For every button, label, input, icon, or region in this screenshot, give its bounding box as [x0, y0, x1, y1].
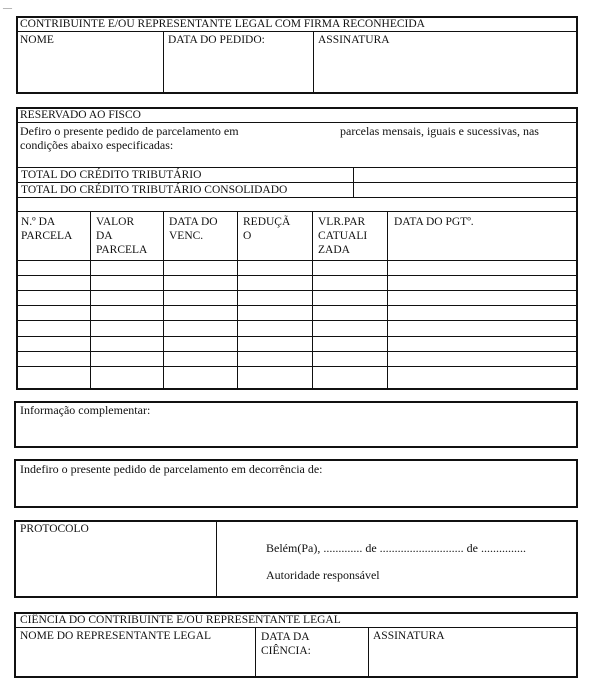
table-row — [17, 351, 577, 352]
nome-field[interactable]: NOME — [20, 34, 54, 46]
divider — [15, 627, 577, 628]
col-header-vlr-atualizada: VLR.PAR CATUALI ZADA — [318, 216, 368, 256]
divider — [313, 31, 314, 93]
table-row — [17, 260, 577, 261]
divider — [17, 211, 577, 212]
total-credito-label: TOTAL DO CRÉDITO TRIBUTÁRIO — [21, 169, 202, 181]
divider — [237, 211, 238, 389]
divider — [163, 31, 164, 93]
divider — [17, 31, 577, 32]
col-header-reducao: REDUÇÃ O — [243, 216, 291, 242]
scan-mark: — — [3, 3, 12, 13]
protocolo-section — [14, 520, 578, 598]
table-row — [17, 290, 577, 291]
divider — [17, 182, 577, 183]
representante-nome-field[interactable]: NOME DO REPRESENTANTE LEGAL — [20, 630, 212, 642]
table-row — [17, 320, 577, 321]
divider — [17, 122, 577, 123]
data-pedido-field[interactable]: DATA DO PEDIDO: — [168, 34, 265, 46]
divider — [216, 521, 217, 597]
divider — [387, 211, 388, 389]
divider — [163, 211, 164, 389]
fisco-title: RESERVADO AO FISCO — [20, 109, 141, 121]
defiro-text-a: Defiro o presente pedido de parcelamento em — [20, 124, 239, 138]
table-row — [17, 366, 577, 367]
col-header-valor: VALOR DA PARCELA — [96, 216, 148, 256]
col-header-data-pgto: DATA DO PGTº. — [394, 216, 474, 228]
divider — [368, 627, 369, 677]
divider — [90, 211, 91, 389]
informacao-label: Informação complementar: — [20, 403, 151, 417]
protocolo-label: PROTOCOLO — [20, 523, 89, 535]
total-consolidado-label: TOTAL DO CRÉDITO TRIBUTÁRIO CONSOLIDADO — [21, 184, 288, 196]
indefiro-label: Indefiro o presente pedido de parcelamento em decorrência de: — [20, 462, 323, 476]
table-row — [17, 305, 577, 306]
defiro-text-b: parcelas mensais, iguais e sucessivas, nas — [340, 124, 539, 138]
table-row — [17, 275, 577, 276]
divider — [17, 167, 577, 168]
divider — [312, 211, 313, 389]
ciencia-title: CIÊNCIA DO CONTRIBUINTE E/OU REPRESENTANTE LEGAL — [20, 614, 341, 626]
divider — [17, 197, 577, 198]
col-header-parcela: N.º DA PARCELA — [21, 216, 73, 242]
contribuinte-title: CONTRIBUINTE E/OU REPRESENTANTE LEGAL COM FIRMA RECONHECIDA — [20, 18, 425, 30]
defiro-text-c: condições abaixo especificadas: — [20, 138, 174, 152]
divider — [255, 627, 256, 677]
divider — [353, 167, 354, 197]
ciencia-assinatura-field[interactable]: ASSINATURA — [373, 630, 445, 642]
data-ciencia-field[interactable]: DATA DA CIÊNCIA: — [261, 631, 311, 657]
assinatura-field[interactable]: ASSINATURA — [318, 34, 390, 46]
table-row — [17, 336, 577, 337]
col-header-data-venc: DATA DO VENC. — [169, 216, 218, 242]
local-data-field[interactable]: Belém(Pa), ............. de ............................ de ............... — [266, 541, 526, 555]
autoridade-field[interactable]: Autoridade responsável — [266, 568, 380, 582]
